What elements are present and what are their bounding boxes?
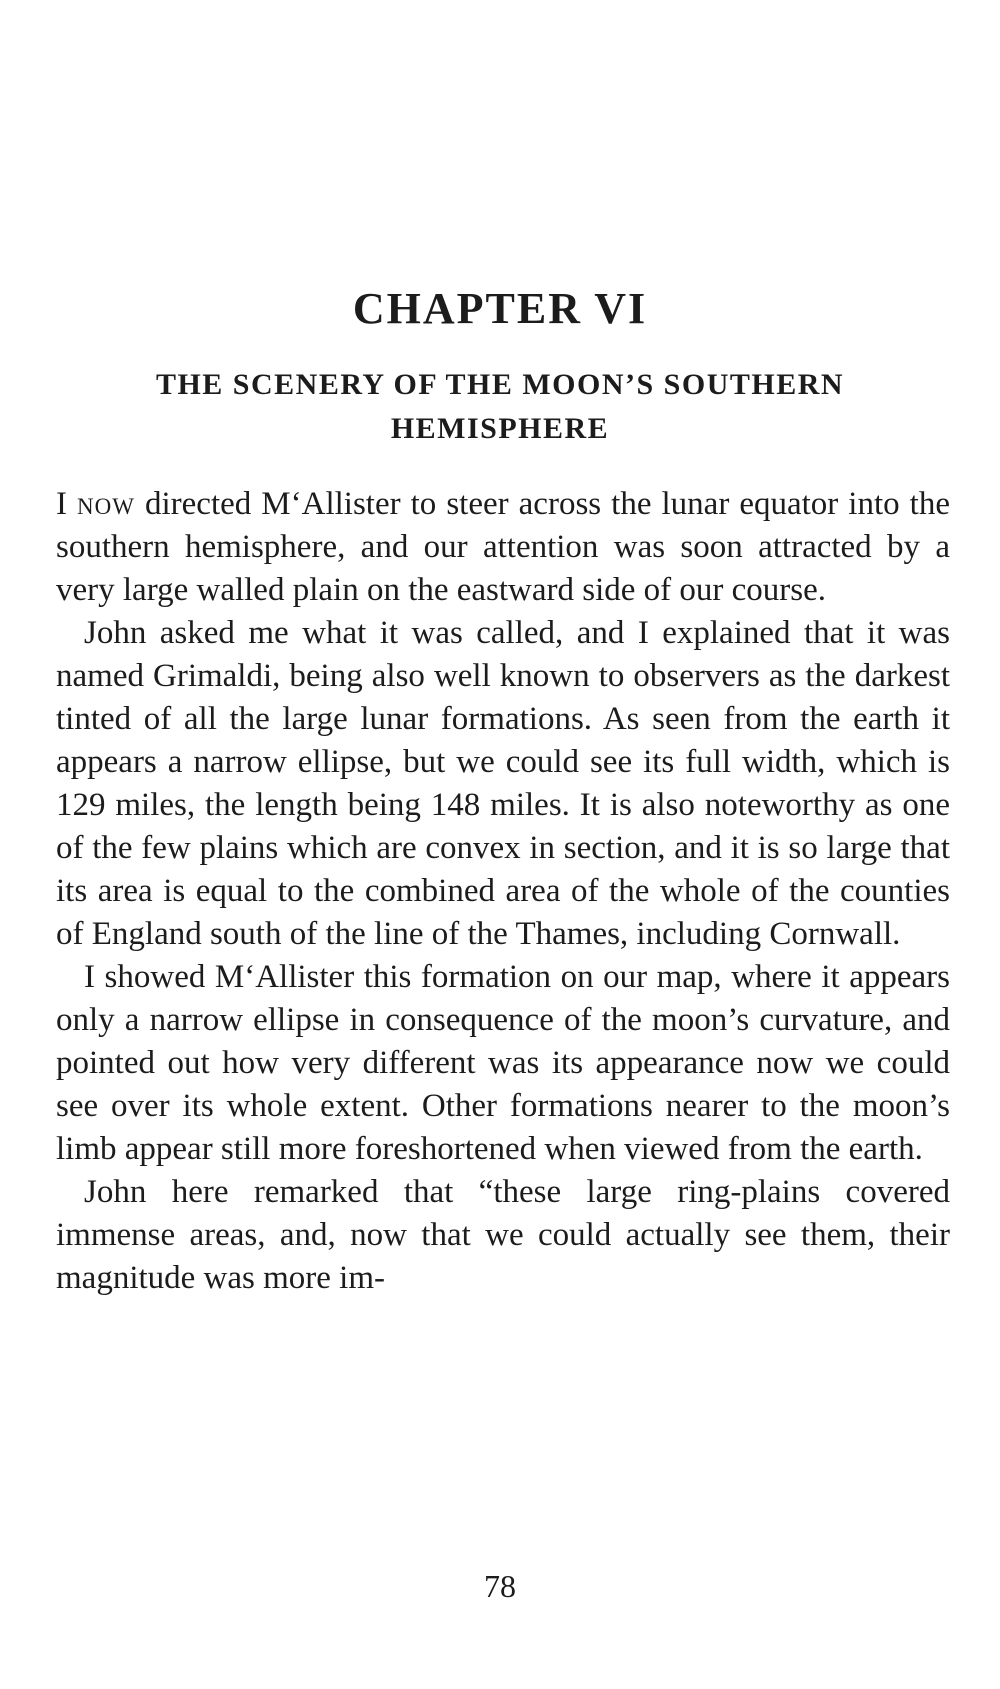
chapter-title-line-1: THE SCENERY OF THE MOON’S SOUTHERN (155, 368, 845, 401)
paragraph-4: John here remarked that “these large ring-plains covered immense areas, and, now that we could actually see them, their magnitude was more im- (56, 1174, 950, 1296)
page-number: 78 (484, 1568, 516, 1604)
chapter-heading: CHAPTER VI (352, 284, 648, 333)
chapter-title (0, 363, 1000, 451)
paragraph-1-smallcaps-word: now (77, 486, 135, 522)
chapter-body (56, 483, 950, 1300)
chapter-title-line-2: HEMISPHERE (390, 412, 610, 445)
paragraph-1-text: directed M‘Allister to steer across the lunar equator into the southern hemisphere, and our attention was soon attracted by a very large walled plain on the eastward side of our course. (56, 486, 950, 608)
paragraph-1-opening-letter: I (56, 486, 67, 522)
paragraph-2: John asked me what it was called, and I explained that it was named Grimaldi, being also well known to observers as the darkest tinted of all the large lunar formations. As seen from the earth it appears a narrow ellipse, but we could see its full width, which is 129 miles, the length being 148 miles. It is also noteworthy as one of the few plains which are convex in section, and it is so large that its area is equal to the combined area of the whole of the counties of England south of the line of the Thames, including Cornwall. (56, 615, 950, 952)
paragraph-3: I showed M‘Allister this formation on our map, where it appears only a narrow ellipse in consequence of the moon’s curvature, and pointed out how very different was its appearance now we could see over its whole extent. Other formations nearer to the moon’s limb appear still more foreshortened when viewed from the earth. (56, 959, 950, 1167)
paragraph-1 (56, 483, 950, 612)
